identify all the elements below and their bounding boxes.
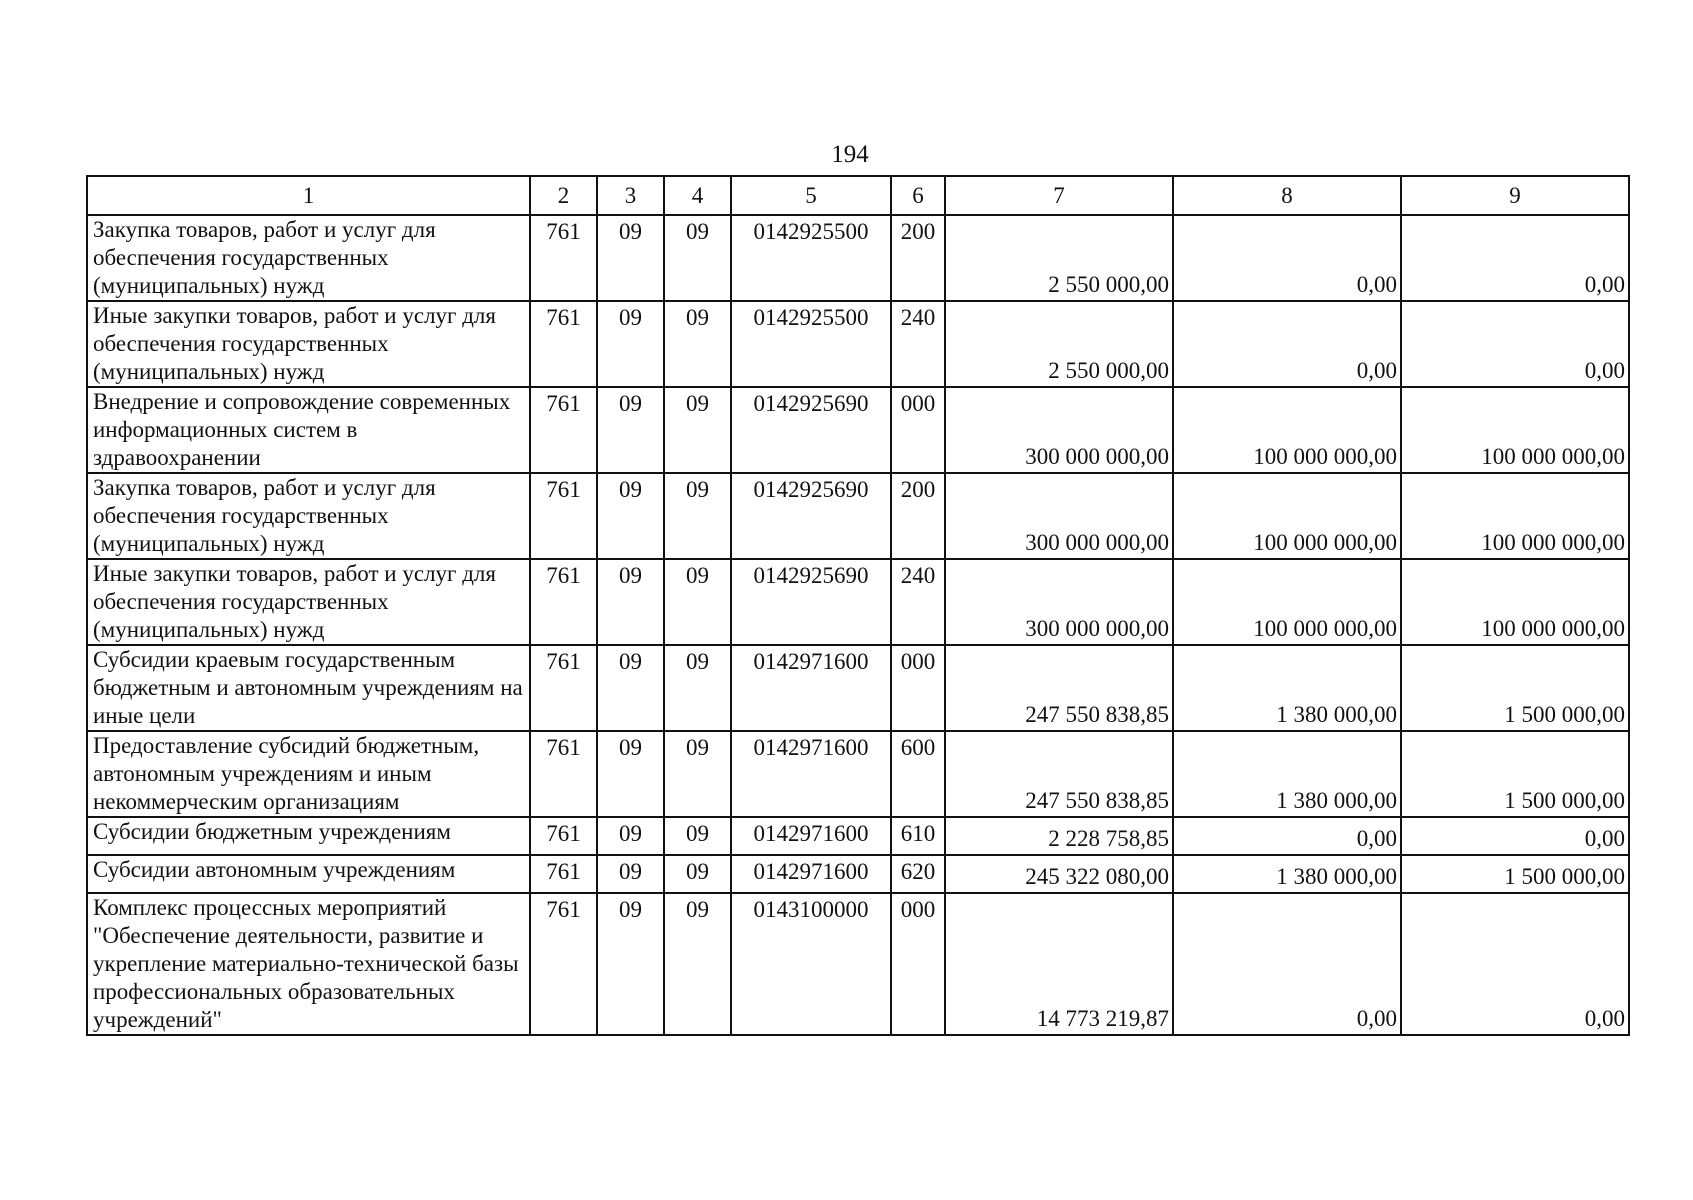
expense-type-cell: 600 xyxy=(891,731,945,817)
budget-table xyxy=(86,175,1630,1036)
grbs-cell: 761 xyxy=(530,855,597,893)
amount-year-3-cell: 0,00 xyxy=(1401,893,1629,1035)
amount-year-2-cell: 100 000 000,00 xyxy=(1173,473,1401,559)
target-article-cell: 0142971600 xyxy=(731,731,891,817)
subsection-cell: 09 xyxy=(664,559,731,645)
expense-type-cell: 620 xyxy=(891,855,945,893)
subsection-cell: 09 xyxy=(664,473,731,559)
section-cell: 09 xyxy=(597,893,664,1035)
amount-year-1-cell: 14 773 219,87 xyxy=(945,893,1173,1035)
table-row xyxy=(87,215,1629,301)
grbs-cell: 761 xyxy=(530,731,597,817)
amount-year-3-cell: 100 000 000,00 xyxy=(1401,473,1629,559)
target-article-cell: 0142925500 xyxy=(731,301,891,387)
target-article-cell: 0142971600 xyxy=(731,645,891,731)
header-cell: 6 xyxy=(891,176,945,215)
row-name-cell: Субсидии автономным учреждениям xyxy=(87,855,530,893)
grbs-cell: 761 xyxy=(530,559,597,645)
amount-year-3-cell: 0,00 xyxy=(1401,215,1629,301)
header-cell: 4 xyxy=(664,176,731,215)
header-cell: 9 xyxy=(1401,176,1629,215)
row-name-cell: Иные закупки товаров, работ и услуг для обеспечения государственных (муниципальных) нужд xyxy=(87,559,530,645)
amount-year-1-cell: 245 322 080,00 xyxy=(945,855,1173,893)
amount-year-2-cell: 0,00 xyxy=(1173,817,1401,855)
expense-type-cell: 000 xyxy=(891,893,945,1035)
section-cell: 09 xyxy=(597,473,664,559)
section-cell: 09 xyxy=(597,387,664,473)
section-cell: 09 xyxy=(597,817,664,855)
amount-year-2-cell: 100 000 000,00 xyxy=(1173,559,1401,645)
target-article-cell: 0142971600 xyxy=(731,817,891,855)
amount-year-1-cell: 300 000 000,00 xyxy=(945,387,1173,473)
amount-year-1-cell: 247 550 838,85 xyxy=(945,645,1173,731)
amount-year-1-cell: 247 550 838,85 xyxy=(945,731,1173,817)
subsection-cell: 09 xyxy=(664,855,731,893)
target-article-cell: 0142971600 xyxy=(731,855,891,893)
table-row xyxy=(87,855,1629,893)
table-row xyxy=(87,731,1629,817)
subsection-cell: 09 xyxy=(664,387,731,473)
amount-year-1-cell: 2 550 000,00 xyxy=(945,301,1173,387)
table-row xyxy=(87,645,1629,731)
expense-type-cell: 240 xyxy=(891,559,945,645)
amount-year-2-cell: 100 000 000,00 xyxy=(1173,387,1401,473)
section-cell: 09 xyxy=(597,301,664,387)
expense-type-cell: 200 xyxy=(891,473,945,559)
row-name-cell: Иные закупки товаров, работ и услуг для обеспечения государственных (муниципальных) нужд xyxy=(87,301,530,387)
subsection-cell: 09 xyxy=(664,893,731,1035)
amount-year-1-cell: 300 000 000,00 xyxy=(945,559,1173,645)
amount-year-2-cell: 0,00 xyxy=(1173,893,1401,1035)
section-cell: 09 xyxy=(597,559,664,645)
table-header-row xyxy=(87,176,1629,215)
subsection-cell: 09 xyxy=(664,645,731,731)
amount-year-2-cell: 1 380 000,00 xyxy=(1173,645,1401,731)
header-cell: 3 xyxy=(597,176,664,215)
section-cell: 09 xyxy=(597,855,664,893)
subsection-cell: 09 xyxy=(664,817,731,855)
subsection-cell: 09 xyxy=(664,301,731,387)
header-cell: 2 xyxy=(530,176,597,215)
expense-type-cell: 000 xyxy=(891,645,945,731)
amount-year-1-cell: 2 550 000,00 xyxy=(945,215,1173,301)
amount-year-2-cell: 0,00 xyxy=(1173,301,1401,387)
row-name-cell: Закупка товаров, работ и услуг для обеспечения государственных (муниципальных) нужд xyxy=(87,215,530,301)
target-article-cell: 0142925690 xyxy=(731,473,891,559)
section-cell: 09 xyxy=(597,215,664,301)
table-row xyxy=(87,473,1629,559)
table-row xyxy=(87,893,1629,1035)
page-number: 194 xyxy=(831,141,869,168)
grbs-cell: 761 xyxy=(530,893,597,1035)
amount-year-1-cell: 2 228 758,85 xyxy=(945,817,1173,855)
subsection-cell: 09 xyxy=(664,215,731,301)
amount-year-3-cell: 100 000 000,00 xyxy=(1401,387,1629,473)
grbs-cell: 761 xyxy=(530,301,597,387)
table-row xyxy=(87,301,1629,387)
amount-year-3-cell: 1 500 000,00 xyxy=(1401,731,1629,817)
amount-year-3-cell: 1 500 000,00 xyxy=(1401,645,1629,731)
section-cell: 09 xyxy=(597,731,664,817)
header-cell: 8 xyxy=(1173,176,1401,215)
grbs-cell: 761 xyxy=(530,215,597,301)
section-cell: 09 xyxy=(597,645,664,731)
amount-year-2-cell: 1 380 000,00 xyxy=(1173,731,1401,817)
expense-type-cell: 610 xyxy=(891,817,945,855)
table-row xyxy=(87,817,1629,855)
row-name-cell: Комплекс процессных мероприятий "Обеспечение деятельности, развитие и укрепление материально-технической базы профессиональных образовательных учреждений" xyxy=(87,893,530,1035)
target-article-cell: 0143100000 xyxy=(731,893,891,1035)
expense-type-cell: 200 xyxy=(891,215,945,301)
expense-type-cell: 240 xyxy=(891,301,945,387)
amount-year-3-cell: 0,00 xyxy=(1401,817,1629,855)
table-row xyxy=(87,559,1629,645)
row-name-cell: Субсидии бюджетным учреждениям xyxy=(87,817,530,855)
row-name-cell: Предоставление субсидий бюджетным, автономным учреждениям и иным некоммерческим организациям xyxy=(87,731,530,817)
row-name-cell: Субсидии краевым государственным бюджетным и автономным учреждениям на иные цели xyxy=(87,645,530,731)
header-cell: 1 xyxy=(87,176,530,215)
row-name-cell: Внедрение и сопровождение современных информационных систем в здравоохранении xyxy=(87,387,530,473)
subsection-cell: 09 xyxy=(664,731,731,817)
target-article-cell: 0142925690 xyxy=(731,387,891,473)
target-article-cell: 0142925500 xyxy=(731,215,891,301)
expense-type-cell: 000 xyxy=(891,387,945,473)
amount-year-1-cell: 300 000 000,00 xyxy=(945,473,1173,559)
amount-year-3-cell: 100 000 000,00 xyxy=(1401,559,1629,645)
header-cell: 7 xyxy=(945,176,1173,215)
target-article-cell: 0142925690 xyxy=(731,559,891,645)
grbs-cell: 761 xyxy=(530,387,597,473)
amount-year-3-cell: 1 500 000,00 xyxy=(1401,855,1629,893)
table-row xyxy=(87,387,1629,473)
amount-year-2-cell: 0,00 xyxy=(1173,215,1401,301)
grbs-cell: 761 xyxy=(530,473,597,559)
amount-year-3-cell: 0,00 xyxy=(1401,301,1629,387)
row-name-cell: Закупка товаров, работ и услуг для обеспечения государственных (муниципальных) нужд xyxy=(87,473,530,559)
amount-year-2-cell: 1 380 000,00 xyxy=(1173,855,1401,893)
header-cell: 5 xyxy=(731,176,891,215)
grbs-cell: 761 xyxy=(530,645,597,731)
grbs-cell: 761 xyxy=(530,817,597,855)
